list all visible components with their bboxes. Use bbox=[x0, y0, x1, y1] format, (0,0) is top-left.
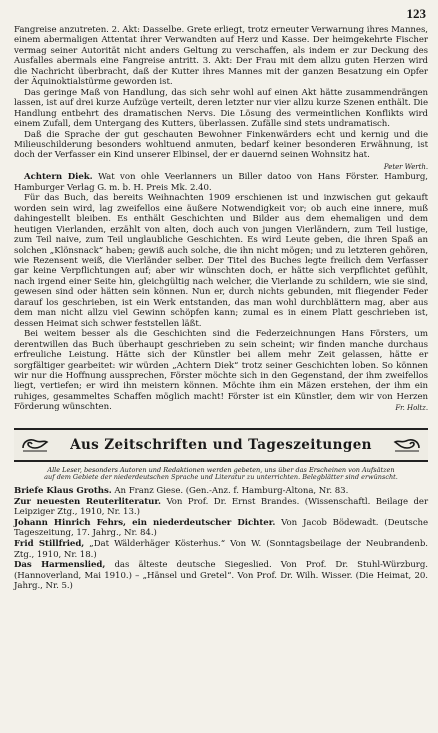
ornament-icon bbox=[18, 435, 52, 455]
paragraph bbox=[14, 129, 428, 171]
section-banner bbox=[14, 428, 428, 462]
periodical-entries bbox=[14, 486, 428, 592]
book-details: Wat von ohle Veerlanners un Biller datoo von Hans Förster. Hamburg, Hamburger Verlag G. m. b. H. Preis Mk. 2.40. bbox=[14, 172, 428, 193]
paragraph bbox=[14, 329, 428, 413]
list-item bbox=[14, 486, 428, 497]
page-number: 123 bbox=[406, 6, 426, 21]
book-title: Achtern Diek. bbox=[24, 172, 93, 183]
entry-text: Von Prof. Dr. Ernst Brandes. (Wissenschaftl. Beilage der Leipziger Ztg., 1910, Nr. 13.) bbox=[14, 496, 429, 518]
paragraph-text: Daß die Sprache der gut geschauten Bewohner Finkenwärders echt und kernig und die Milieuschilderung besonders wohltuend anmuten, bedarf keiner besonderen Erwähnung, ist doch der Verfasser ein Kind unserer Elbinsel, der er dauernd seinen Wohnsitz hat. bbox=[14, 129, 428, 161]
entry-text: Von Jacob Bödewadt. (Deutsche Tageszeitung, 17. Jahrg., Nr. 84.) bbox=[14, 517, 428, 539]
review-body bbox=[14, 25, 428, 414]
list-item bbox=[14, 518, 428, 539]
entry-title: Frid Stillfried, bbox=[14, 538, 85, 549]
entry-text: An Franz Giese. (Gen.-Anz. f. Hamburg-Altona, Nr. 83. bbox=[111, 485, 349, 496]
page bbox=[14, 6, 428, 592]
paragraph: Das geringe Maß von Handlung, das sich sehr wohl auf einen Akt hätte zusammendrängen lassen, ist auf drei kurze Aufzüge verteilt, deren letzter nur vier allzu kurze Szenen enthält. Die Handlung entbehrt des dramatischen Nervs. Die Lösung des vermeintlichen Konflikts wird einem Zufall, dem Untergang des Kutters, überlassen. Zufälle sind stets undramatisch. bbox=[14, 87, 428, 130]
list-item bbox=[14, 539, 428, 560]
section-title: Aus Zeitschriften und Tageszeitungen bbox=[70, 436, 372, 453]
entry-text: „Dat Wälderhäger Kösterhus.“ Von W. (Sonntagsbeilage der Neubrandenb. Ztg., 1910, Nr. 18.) bbox=[14, 538, 428, 560]
entry-title: Zur neuesten Reuterliteratur. bbox=[14, 496, 161, 507]
book-heading bbox=[14, 172, 428, 193]
paragraph: Für das Buch, das bereits Weihnachten 1909 erschienen ist und inzwischen gut gekauft worden sein wird, lag zweifellos eine äußere Notwendigkeit vor; ob auch eine innere, muß dahingestellt bleiben. Es enthält Geschichten und Bilder aus dem ehemaligen und dem heutigen Vierlanden, erzählt von alten, doch auch von jungen Vierländern, zum Teil lustige, zum Teil naive, zum Teil unglaubliche Geschichten. Es wird Leute geben, die ihren Spaß an solchen „Klönsnack“ haben; gewiß auch solche, die ihn nicht mögen; und zu letzteren gehören, wie Rezensent weiß, die Vierländer selber. Der Titel des Buches legte freilich dem Verfasser gar keine Verpflichtungen auf; aber wir wünschten doch, er hätte sich verpflichtet gefühlt, nach irgend einer Seite hin, gleichgültig nach welcher, die Vierlande zu schildern, wie sie sind, gewesen sind oder hätten sein können. Nun er, durch nichts gebunden, mit fliegender Feder darauf los geschrieben, ist ein Werk entstanden, das man wohl durchblättern mag, aber aus dem man nicht allzu viel Gewinn schöpfen kann; zumal es in einem Platt geschrieben ist, dessen Heimat sich schwer feststellen läßt. bbox=[14, 193, 428, 329]
list-item bbox=[14, 560, 428, 592]
signature: Peter Werth. bbox=[383, 162, 428, 171]
signature: Fr. Holtz. bbox=[395, 404, 428, 413]
ornament-icon bbox=[390, 435, 424, 455]
entry-title: Das Harmenslied, bbox=[14, 560, 106, 571]
paragraph: Fangreise anzutreten. 2. Akt: Dasselbe. Grete erliegt, trotz erneuter Verwarnung ihres Mannes, einem abermaligen Attentat ihrer Verwandten auf Herz und Kasse. Der heimgekehrte Fischer vermag seiner Autorität nicht anders Geltung zu verschaffen, als indem er zur Deckung des Ausfalles abermals eine Fangreise antritt. 3. Akt: Der Frau mit dem allzu guten Herzen wird die Nachricht überbracht, daß der Kutter ihres Mannes mit der ganzen Besatzung ein Opfer der Äquinoktialstürme geworden ist. bbox=[14, 25, 428, 88]
paragraph-text: Bei weitem besser als die Geschichten sind die Federzeichnungen Hans Försters, um derentwillen das Buch überhaupt geschrieben zu sein scheint; wir finden manche durchaus erfreuliche Leistung. Hätte sich der Künstler bei allem mehr Zeit gelassen, hätte er sorgfältiger gearbeitet: wir würden „Achtern Diek“ trotz seiner Geschichten loben. So können wir nur die Hoffnung aussprechen, Förster möchte sich in den Gegenstand, der ihm zweifellos liegt, vertiefen; er wird ihn meistern können. Möchte ihm ein Mäzen erstehen, der ihm ein ruhiges, gesammeltes Schaffen möglich macht! Förster ist ein Künstler, dem wir von Herzen Förderung wünschten. bbox=[14, 329, 428, 413]
entry-text: das älteste deutsche Siegeslied. Von Prof. Dr. Stuhl-Würzburg. (Hannoverland, Mai 1910.) – „Hänsel und Gretel“. Von Prof. Dr. Wilh. Wisser. (Die Heimat, 20. Jahrg., Nr. 5.) bbox=[14, 560, 428, 592]
entry-title: Johann Hinrich Fehrs, ein niederdeutscher Dichter. bbox=[14, 517, 276, 528]
entry-title: Briefe Klaus Groths. bbox=[14, 485, 112, 496]
list-item bbox=[14, 497, 428, 518]
editorial-note: Alle Leser, besonders Autoren und Redaktionen werden gebeten, uns über das Erscheinen von Aufsätzen auf dem Gebiete der niederdeutschen Sprache und Literatur zu unterrichten. Belegblätter sind erwünscht. bbox=[44, 465, 398, 482]
